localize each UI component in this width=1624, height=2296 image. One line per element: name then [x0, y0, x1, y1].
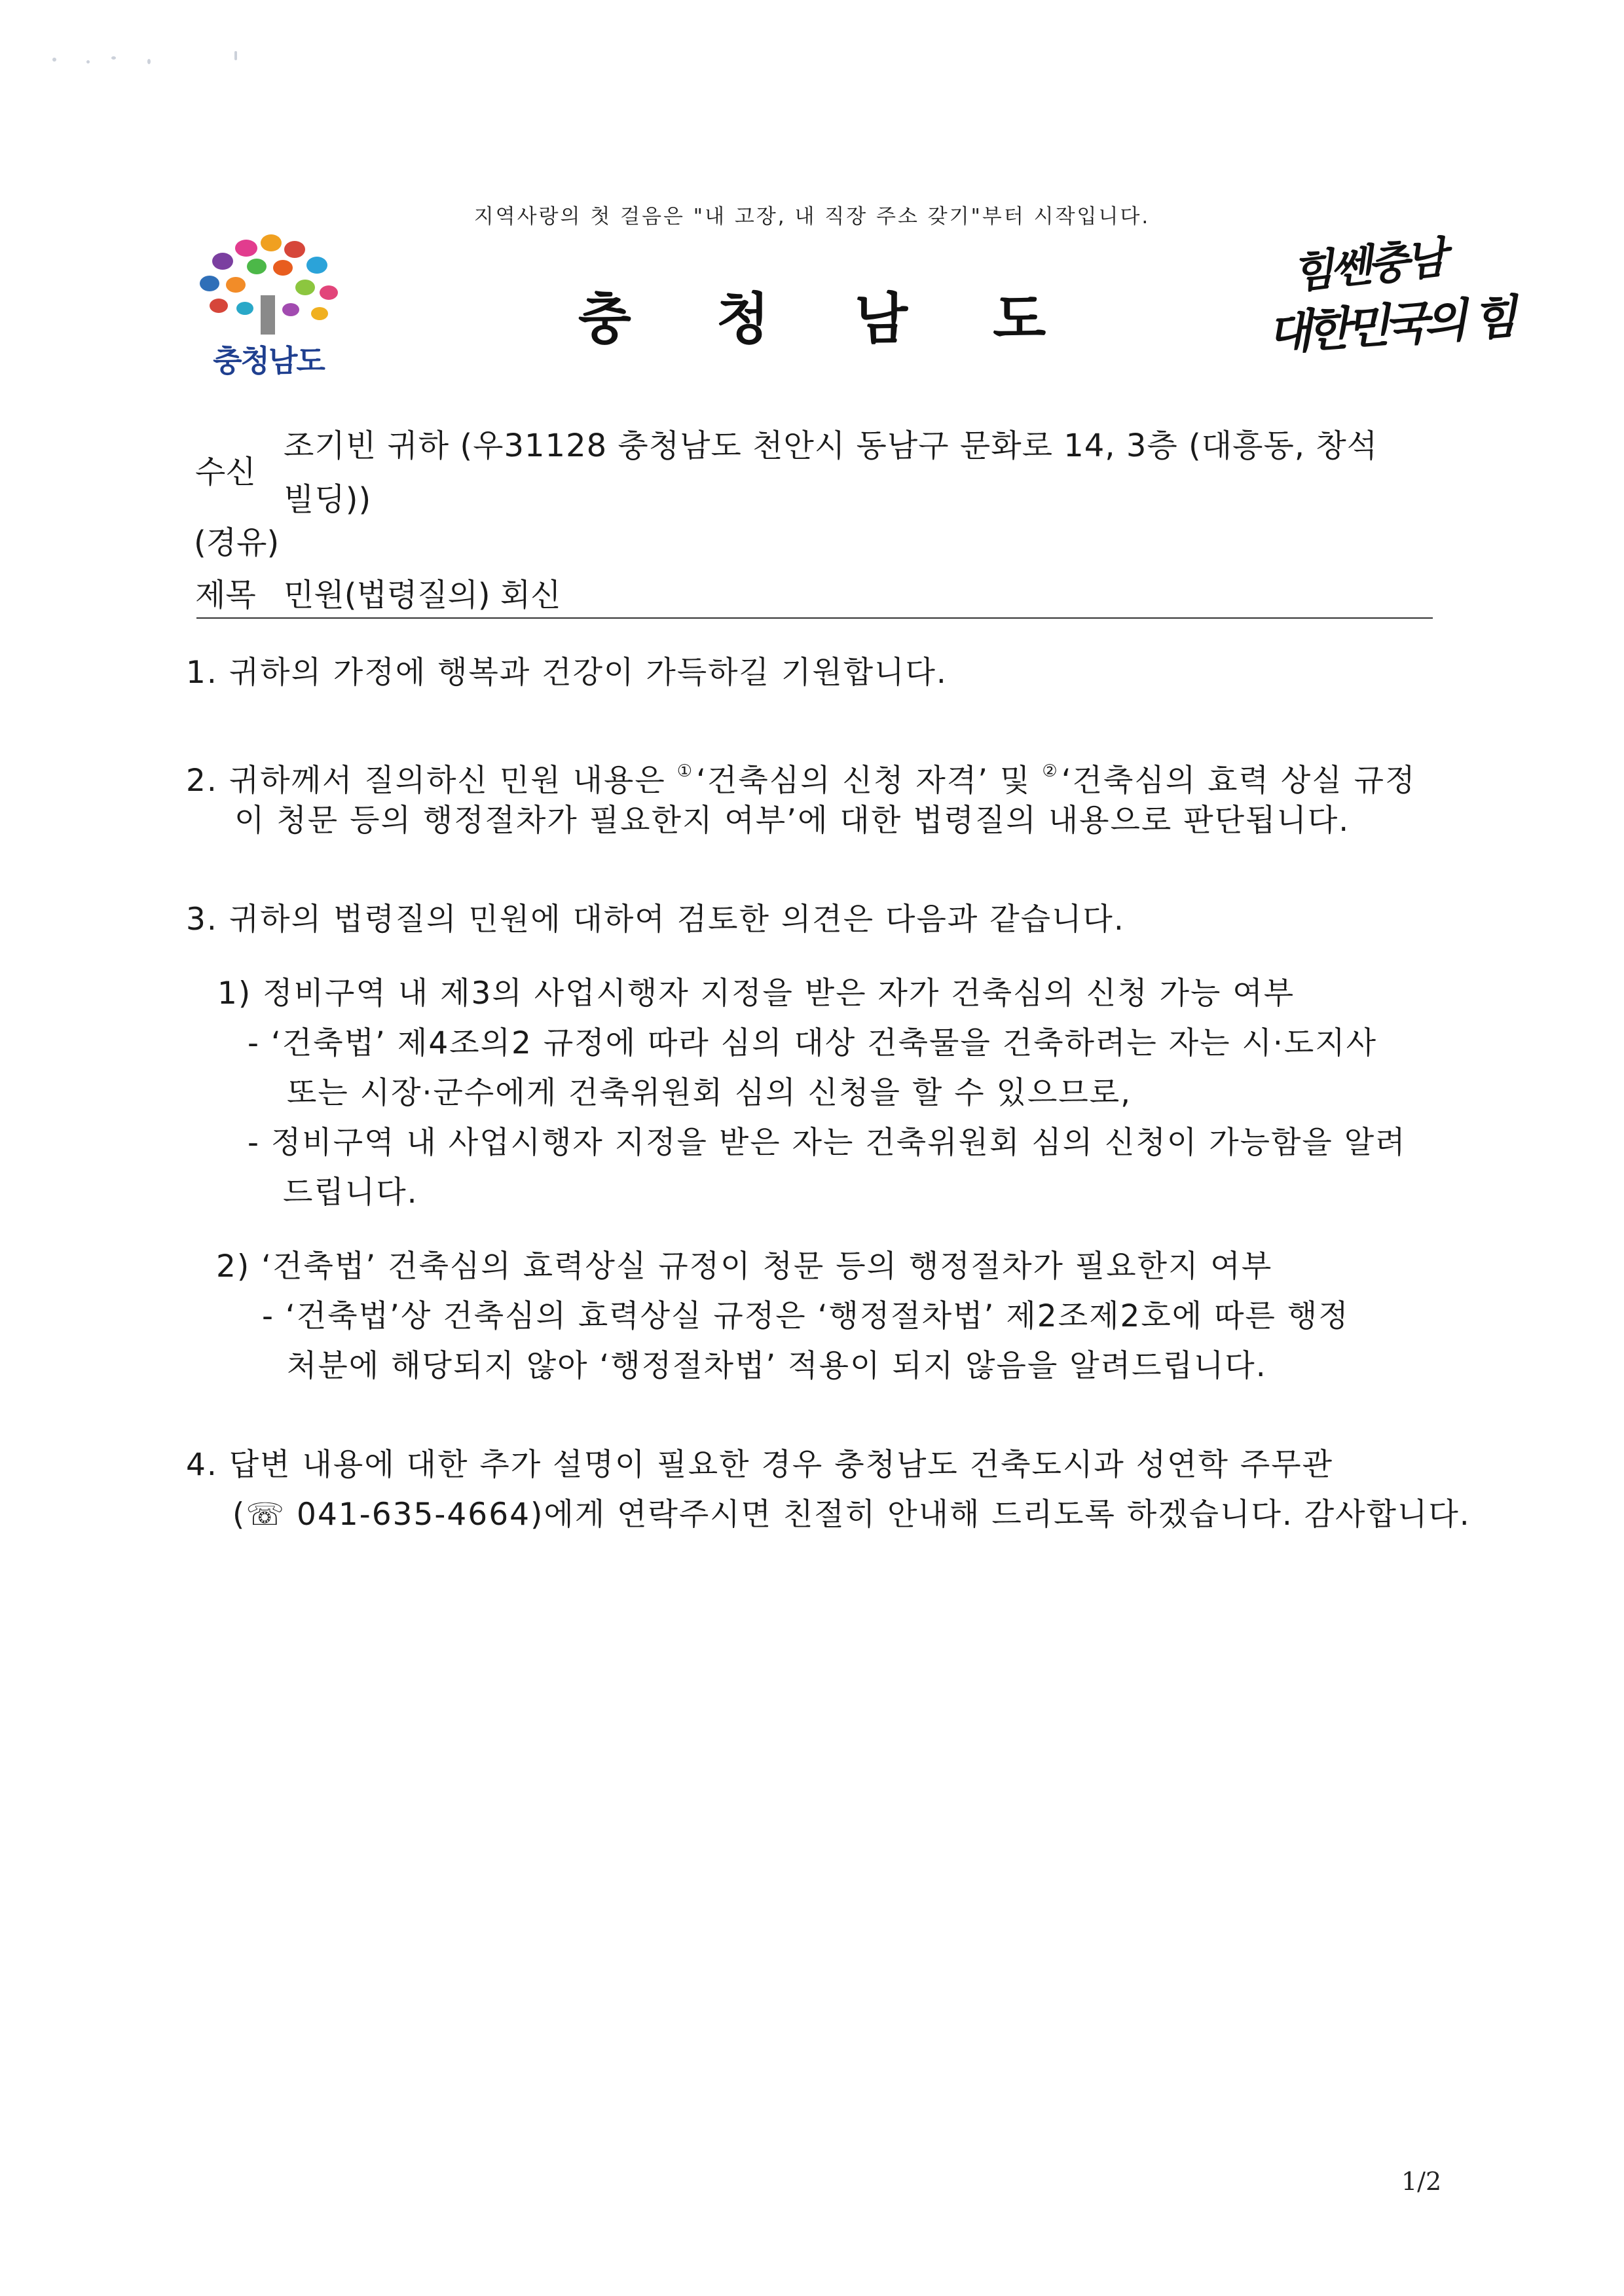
section-1-bullet-1-line-2: 또는 시장·군수에게 건축위원회 심의 신청을 할 수 있으므로,	[287, 1075, 1132, 1111]
section-1-bullet-2-line-1: - 정비구역 내 사업시행자 지정을 받은 자는 건축위원회 심의 신청이 가능함을 알려	[248, 1125, 1407, 1161]
slogan-calligraphy	[1265, 232, 1514, 388]
section-1-bullet-2-line-2: 드립니다.	[283, 1175, 418, 1211]
section-2-bullet-1-line-1: - ‘건축법’상 건축심의 효력상실 규정은 ‘행정절차법’ 제2조제2호에 따른 행정	[262, 1298, 1350, 1334]
scan-speck	[147, 59, 151, 64]
paragraph-2-part-b: ‘건축심의 신청 자격’ 및	[696, 763, 1031, 799]
recipient-line-1: 조기빈 귀하 (우31128 충청남도 천안시 동남구 문화로 14, 3층 (대흥동, 창석	[284, 428, 1378, 464]
paragraph-2-line-2: 이 청문 등의 행정절차가 필요한지 여부’에 대한 법령질의 내용으로 판단됩니다.	[234, 803, 1350, 839]
circled-number-2: ②	[1042, 761, 1059, 781]
calligraphy-line-2: 대한민국의 힘	[1265, 289, 1514, 361]
org-title: 충청남도	[578, 287, 1132, 351]
logo-text: 충청남도	[213, 343, 324, 378]
scan-speck	[52, 58, 56, 62]
scan-speck	[234, 51, 237, 60]
via-label: (경유)	[194, 524, 280, 561]
section-1-bullet-1-line-1: - ‘건축법’ 제4조의2 규정에 따라 심의 대상 건축물을 건축하려는 자는 시·도지사	[248, 1025, 1378, 1061]
subject-label: 제목	[195, 577, 256, 613]
circled-number-1: ①	[676, 761, 694, 781]
section-2-bullet-1-line-2: 처분에 해당되지 않아 ‘행정절차법’ 적용이 되지 않음을 알려드립니다.	[287, 1348, 1267, 1384]
paragraph-4-line-1: 4. 답변 내용에 대한 추가 설명이 필요한 경우 충청남도 건축도시과 성연학 주무관	[186, 1447, 1334, 1483]
paragraph-1: 1. 귀하의 가정에 행복과 건강이 가득하길 기원합니다.	[186, 655, 948, 691]
subject-value: 민원(법령질의) 회신	[284, 577, 561, 613]
paragraph-2-part-c: ‘건축심의 효력 상실 규정	[1061, 763, 1416, 799]
calligraphy-line-1: 힘쎈충남	[1289, 232, 1446, 299]
section-2-title: 2) ‘건축법’ 건축심의 효력상실 규정이 청문 등의 행정절차가 필요한지 여부	[216, 1248, 1273, 1285]
slogan: 지역사랑의 첫 걸음은 "내 고장, 내 직장 주소 갖기"부터 시작입니다.	[473, 205, 1151, 228]
header-divider	[196, 617, 1433, 619]
paragraph-4-line-2: (☏ 041-635-4664)에게 연락주시면 친절히 안내해 드리도록 하겠습니다. 감사합니다.	[232, 1497, 1471, 1533]
paragraph-2-part-a: 2. 귀하께서 질의하신 민원 내용은	[186, 763, 666, 799]
section-1-title: 1) 정비구역 내 제3의 사업시행자 지정을 받은 자가 건축심의 신청 가능 여부	[217, 975, 1295, 1011]
page-number: 1/2	[1401, 2167, 1442, 2196]
recipient-label: 수신	[195, 454, 256, 490]
recipient-address	[284, 419, 1436, 526]
scan-speck	[86, 60, 90, 64]
scan-speck	[111, 56, 116, 60]
recipient-line-2: 빌딩))	[284, 481, 372, 518]
paragraph-3: 3. 귀하의 법령질의 민원에 대하여 검토한 의견은 다음과 같습니다.	[186, 902, 1125, 938]
